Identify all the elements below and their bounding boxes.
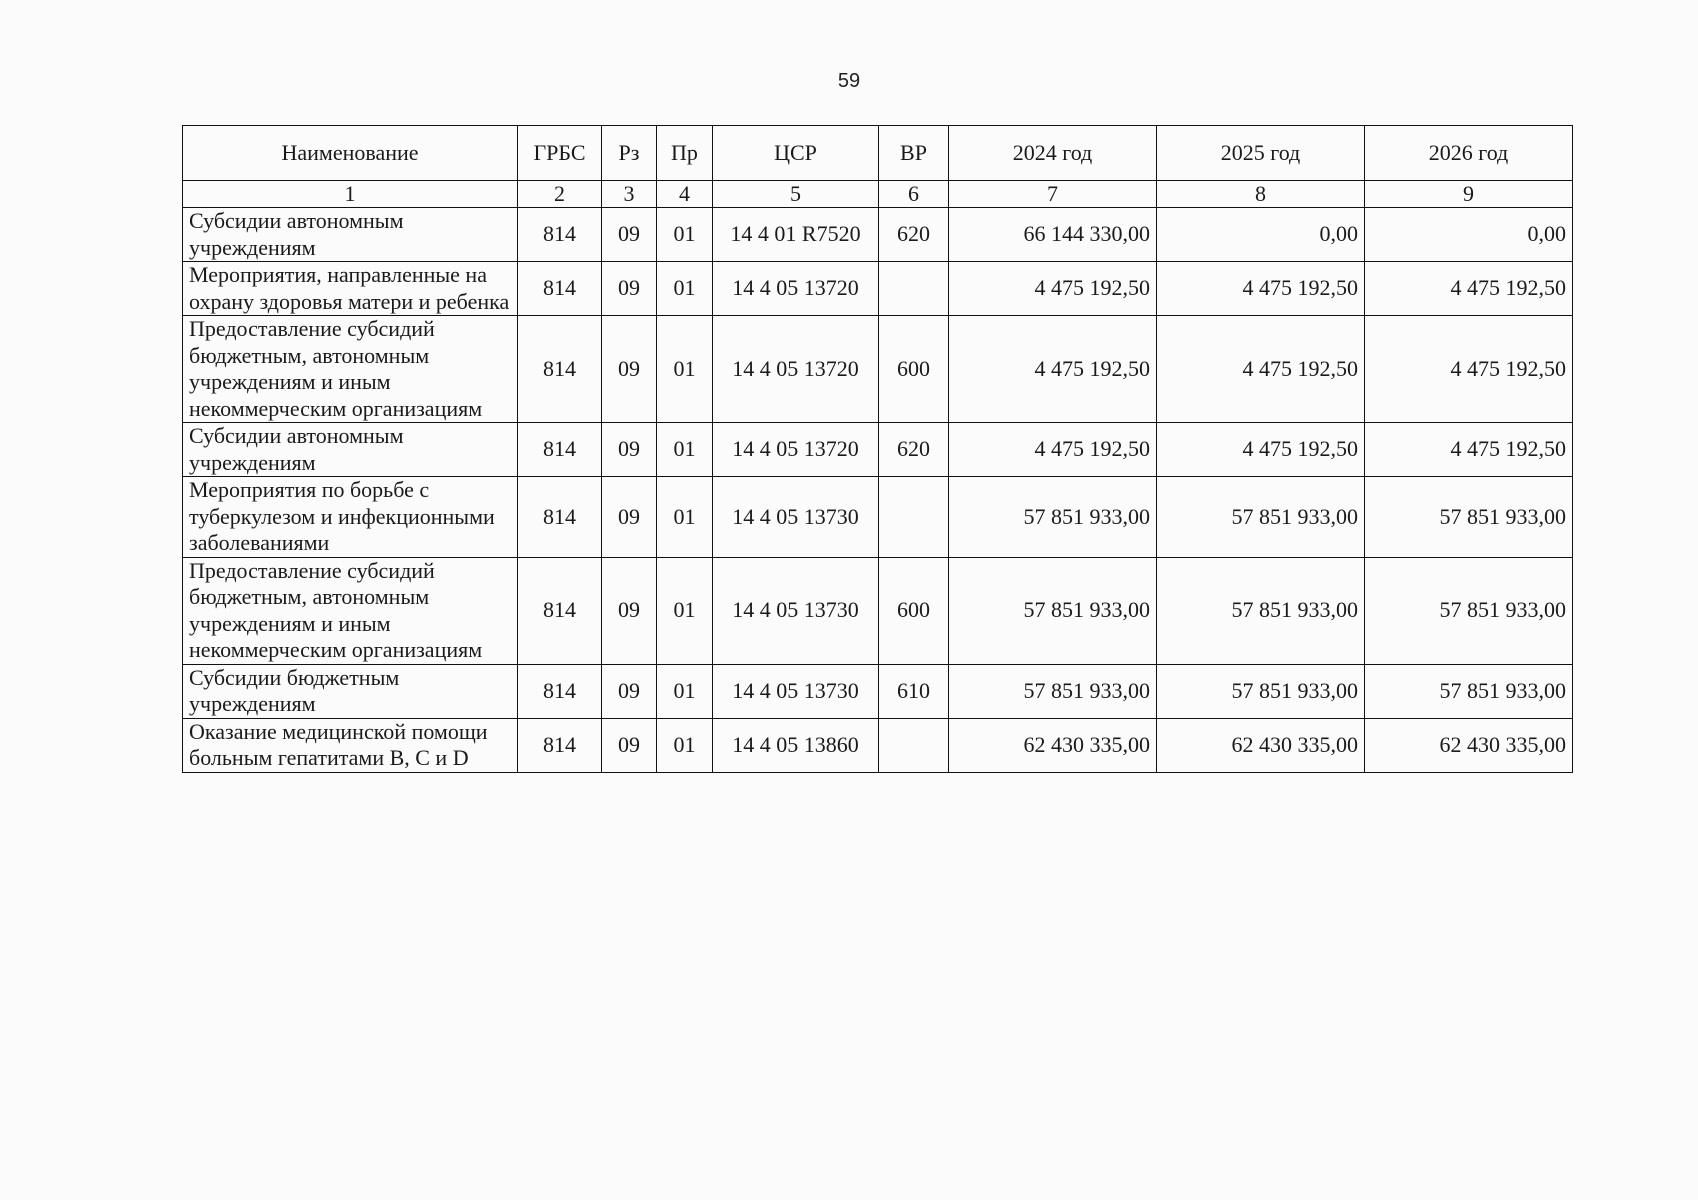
column-number: 2 xyxy=(518,181,602,208)
cell-2026: 4 475 192,50 xyxy=(1365,316,1573,423)
cell-grbs: 814 xyxy=(518,557,602,664)
cell-csr: 14 4 05 13720 xyxy=(713,262,879,316)
cell-2024: 62 430 335,00 xyxy=(949,718,1157,772)
cell-2024: 4 475 192,50 xyxy=(949,316,1157,423)
header-grbs: ГРБС xyxy=(518,126,602,181)
page-number: 59 xyxy=(837,70,861,92)
cell-pr: 01 xyxy=(657,316,713,423)
cell-2025: 4 475 192,50 xyxy=(1157,262,1365,316)
cell-rz: 09 xyxy=(602,557,657,664)
cell-rz: 09 xyxy=(602,423,657,477)
column-number: 3 xyxy=(602,181,657,208)
cell-grbs: 814 xyxy=(518,718,602,772)
header-name: Наименование xyxy=(183,126,518,181)
cell-csr: 14 4 05 13720 xyxy=(713,316,879,423)
cell-pr: 01 xyxy=(657,557,713,664)
cell-grbs: 814 xyxy=(518,208,602,262)
column-number: 4 xyxy=(657,181,713,208)
cell-2025: 57 851 933,00 xyxy=(1157,557,1365,664)
header-2024: 2024 год xyxy=(949,126,1157,181)
cell-rz: 09 xyxy=(602,477,657,558)
cell-vr xyxy=(879,477,949,558)
column-number: 9 xyxy=(1365,181,1573,208)
cell-grbs: 814 xyxy=(518,664,602,718)
budget-table xyxy=(182,125,1573,773)
cell-rz: 09 xyxy=(602,262,657,316)
table-row xyxy=(183,477,1573,558)
cell-rz: 09 xyxy=(602,208,657,262)
cell-grbs: 814 xyxy=(518,316,602,423)
cell-2026: 57 851 933,00 xyxy=(1365,557,1573,664)
cell-2026: 4 475 192,50 xyxy=(1365,262,1573,316)
cell-csr: 14 4 05 13730 xyxy=(713,477,879,558)
header-vr: ВР xyxy=(879,126,949,181)
cell-name: Субсидии бюджетным учреждениям xyxy=(183,664,518,718)
cell-csr: 14 4 05 13860 xyxy=(713,718,879,772)
column-number: 1 xyxy=(183,181,518,208)
cell-rz: 09 xyxy=(602,664,657,718)
header-csr: ЦСР xyxy=(713,126,879,181)
table-row xyxy=(183,423,1573,477)
cell-vr xyxy=(879,262,949,316)
cell-2025: 4 475 192,50 xyxy=(1157,423,1365,477)
cell-pr: 01 xyxy=(657,664,713,718)
table-row xyxy=(183,664,1573,718)
table-body xyxy=(183,181,1573,773)
column-number: 7 xyxy=(949,181,1157,208)
cell-grbs: 814 xyxy=(518,262,602,316)
column-number: 5 xyxy=(713,181,879,208)
cell-pr: 01 xyxy=(657,208,713,262)
cell-2026: 4 475 192,50 xyxy=(1365,423,1573,477)
cell-pr: 01 xyxy=(657,423,713,477)
cell-2025: 4 475 192,50 xyxy=(1157,316,1365,423)
cell-name: Предоставление субсидий бюджетным, автономным учреждениям и иным некоммерческим организациям xyxy=(183,316,518,423)
cell-2024: 57 851 933,00 xyxy=(949,477,1157,558)
cell-vr: 610 xyxy=(879,664,949,718)
cell-2026: 57 851 933,00 xyxy=(1365,664,1573,718)
cell-grbs: 814 xyxy=(518,477,602,558)
cell-pr: 01 xyxy=(657,262,713,316)
header-pr: Пр xyxy=(657,126,713,181)
cell-2024: 4 475 192,50 xyxy=(949,262,1157,316)
cell-2026: 57 851 933,00 xyxy=(1365,477,1573,558)
cell-name: Мероприятия, направленные на охрану здоровья матери и ребенка xyxy=(183,262,518,316)
header-rz: Рз xyxy=(602,126,657,181)
table-row xyxy=(183,262,1573,316)
column-number: 8 xyxy=(1157,181,1365,208)
cell-2025: 62 430 335,00 xyxy=(1157,718,1365,772)
cell-2024: 57 851 933,00 xyxy=(949,557,1157,664)
cell-vr: 620 xyxy=(879,423,949,477)
cell-2025: 57 851 933,00 xyxy=(1157,664,1365,718)
cell-2026: 0,00 xyxy=(1365,208,1573,262)
cell-name: Предоставление субсидий бюджетным, автономным учреждениям и иным некоммерческим организациям xyxy=(183,557,518,664)
cell-grbs: 814 xyxy=(518,423,602,477)
cell-rz: 09 xyxy=(602,718,657,772)
table-row xyxy=(183,718,1573,772)
cell-vr xyxy=(879,718,949,772)
cell-vr: 600 xyxy=(879,316,949,423)
cell-2024: 57 851 933,00 xyxy=(949,664,1157,718)
cell-csr: 14 4 05 13730 xyxy=(713,557,879,664)
header-row xyxy=(183,126,1573,181)
cell-csr: 14 4 05 13730 xyxy=(713,664,879,718)
cell-name: Мероприятия по борьбе с туберкулезом и инфекционными заболеваниями xyxy=(183,477,518,558)
cell-2025: 0,00 xyxy=(1157,208,1365,262)
cell-2025: 57 851 933,00 xyxy=(1157,477,1365,558)
header-2025: 2025 год xyxy=(1157,126,1365,181)
column-number-row xyxy=(183,181,1573,208)
cell-pr: 01 xyxy=(657,477,713,558)
cell-rz: 09 xyxy=(602,316,657,423)
cell-pr: 01 xyxy=(657,718,713,772)
cell-name: Оказание медицинской помощи больным гепатитами B, C и D xyxy=(183,718,518,772)
cell-2024: 66 144 330,00 xyxy=(949,208,1157,262)
table-row xyxy=(183,316,1573,423)
cell-2026: 62 430 335,00 xyxy=(1365,718,1573,772)
cell-vr: 600 xyxy=(879,557,949,664)
table-row xyxy=(183,208,1573,262)
header-2026: 2026 год xyxy=(1365,126,1573,181)
cell-name: Субсидии автономным учреждениям xyxy=(183,423,518,477)
table-row xyxy=(183,557,1573,664)
cell-name: Субсидии автономным учреждениям xyxy=(183,208,518,262)
cell-csr: 14 4 01 R7520 xyxy=(713,208,879,262)
column-number: 6 xyxy=(879,181,949,208)
cell-2024: 4 475 192,50 xyxy=(949,423,1157,477)
cell-vr: 620 xyxy=(879,208,949,262)
cell-csr: 14 4 05 13720 xyxy=(713,423,879,477)
